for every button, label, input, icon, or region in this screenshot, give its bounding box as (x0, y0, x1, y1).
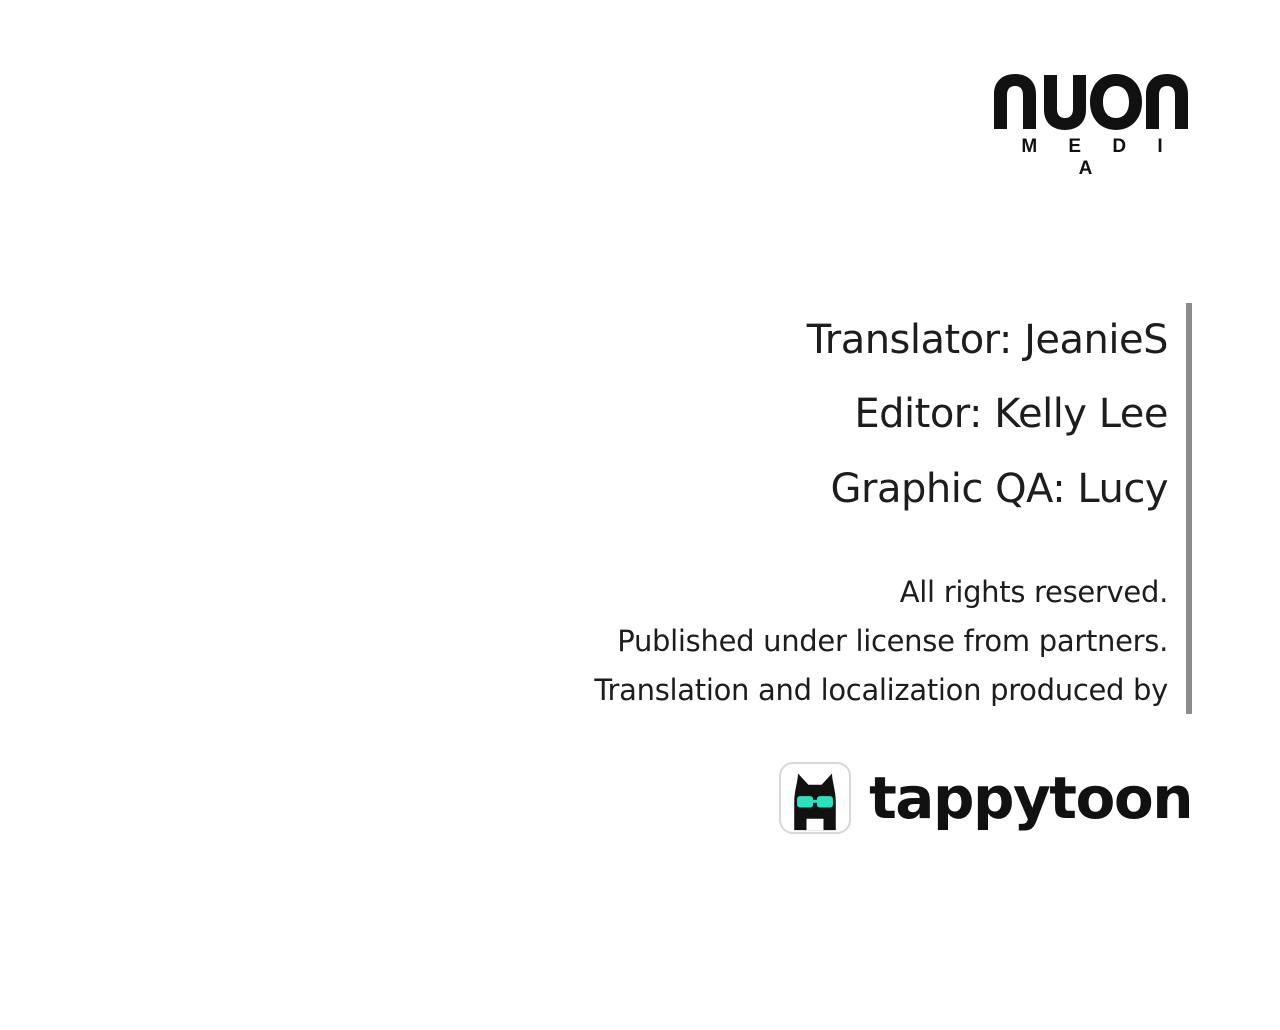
tappytoon-cat-icon (779, 762, 851, 834)
nuon-wordmark-icon (992, 72, 1188, 130)
publisher-subtitle: M E D I A (1021, 136, 1176, 179)
rights-block (472, 568, 1168, 714)
credit-line-graphic-qa: Graphic QA: Lucy (830, 465, 1168, 512)
rights-line-1: All rights reserved. (899, 575, 1168, 610)
publisher-logo (992, 72, 1192, 180)
tappytoon-logo (779, 762, 1192, 834)
credit-line-editor: Editor: Kelly Lee (854, 391, 1168, 438)
rights-line-3: Translation and localization produced by (594, 672, 1168, 707)
rights-line-2: Published under license from partners. (617, 623, 1168, 658)
tappytoon-wordmark: tappytoon (869, 764, 1192, 832)
credit-line-translator: Translator: JeanieS (806, 317, 1168, 363)
credits-block (472, 303, 1192, 714)
